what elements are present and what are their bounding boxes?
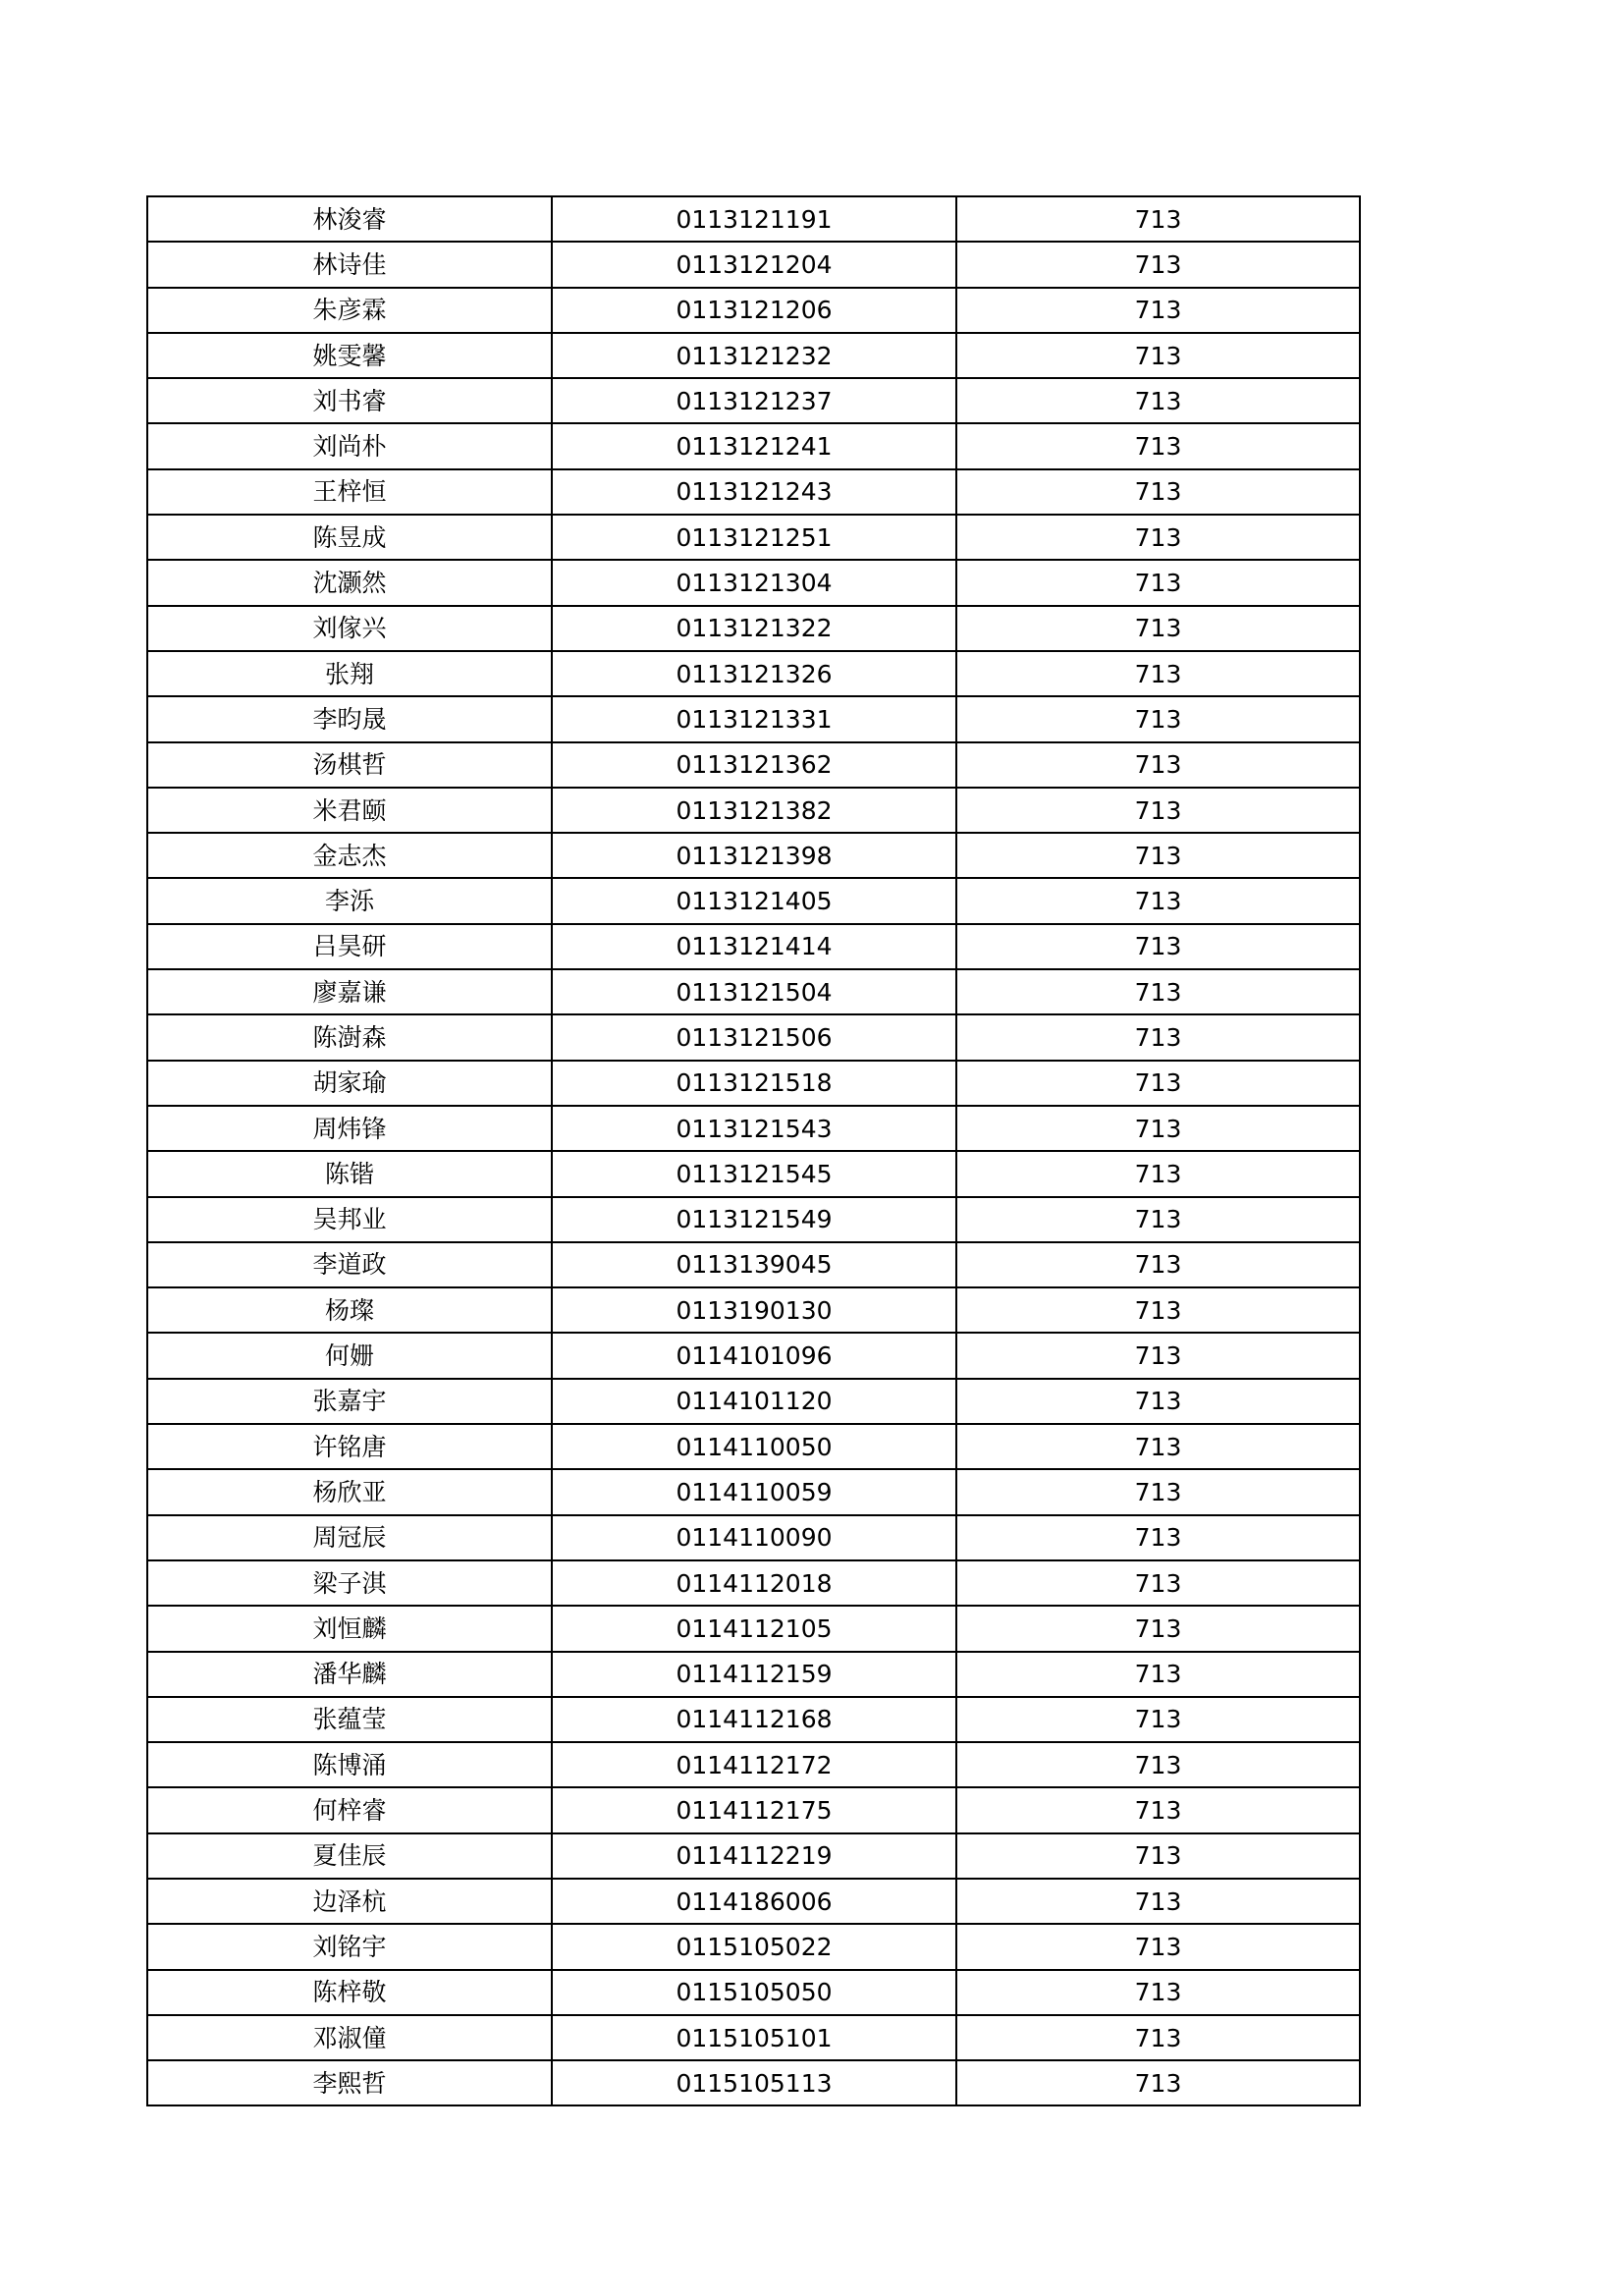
name-cell: 汤棋哲 [147, 742, 552, 788]
id-cell: 0113121543 [552, 1106, 956, 1151]
id-cell: 0113121204 [552, 242, 956, 287]
score-cell: 713 [956, 1242, 1360, 1287]
table-row [147, 924, 1360, 969]
name-cell: 何姗 [147, 1333, 552, 1378]
table-row [147, 878, 1360, 923]
id-cell: 0113121322 [552, 606, 956, 651]
table-row [147, 788, 1360, 833]
score-cell: 713 [956, 1424, 1360, 1469]
id-cell: 0113121206 [552, 288, 956, 333]
score-cell: 713 [956, 833, 1360, 878]
table-row [147, 1879, 1360, 1924]
name-cell: 刘书睿 [147, 378, 552, 423]
table-row [147, 1106, 1360, 1151]
score-cell: 713 [956, 1014, 1360, 1060]
id-cell: 0113121191 [552, 196, 956, 242]
table-row [147, 333, 1360, 378]
score-cell: 713 [956, 1652, 1360, 1697]
id-cell: 0114101096 [552, 1333, 956, 1378]
score-cell: 713 [956, 378, 1360, 423]
name-cell: 姚雯馨 [147, 333, 552, 378]
table-row [147, 1833, 1360, 1879]
id-cell: 0113121549 [552, 1197, 956, 1242]
table-row [147, 469, 1360, 515]
score-cell: 713 [956, 924, 1360, 969]
table-row [147, 1970, 1360, 2015]
score-cell: 713 [956, 1560, 1360, 1606]
table-row [147, 1014, 1360, 1060]
id-cell: 0113121232 [552, 333, 956, 378]
name-cell: 陈锴 [147, 1151, 552, 1196]
score-cell: 713 [956, 469, 1360, 515]
name-cell: 陈澍森 [147, 1014, 552, 1060]
table-row [147, 1151, 1360, 1196]
id-cell: 0113121398 [552, 833, 956, 878]
score-cell: 713 [956, 1697, 1360, 1742]
name-cell: 梁子淇 [147, 1560, 552, 1606]
id-cell: 0113121326 [552, 651, 956, 696]
score-cell: 713 [956, 196, 1360, 242]
table-row [147, 1787, 1360, 1832]
id-cell: 0114101120 [552, 1379, 956, 1424]
id-cell: 0113121251 [552, 515, 956, 560]
name-cell: 米君颐 [147, 788, 552, 833]
name-cell: 胡家瑜 [147, 1061, 552, 1106]
table-row [147, 1652, 1360, 1697]
table-row [147, 606, 1360, 651]
table-row [147, 288, 1360, 333]
score-cell: 713 [956, 1606, 1360, 1651]
name-cell: 李泺 [147, 878, 552, 923]
id-cell: 0114112172 [552, 1742, 956, 1787]
score-cell: 713 [956, 1515, 1360, 1560]
score-cell: 713 [956, 1924, 1360, 1969]
table-row [147, 651, 1360, 696]
id-cell: 0114112168 [552, 1697, 956, 1742]
id-cell: 0113121331 [552, 696, 956, 741]
id-cell: 0115105050 [552, 1970, 956, 2015]
score-cell: 713 [956, 1379, 1360, 1424]
name-cell: 邓淑僮 [147, 2015, 552, 2060]
id-cell: 0114112159 [552, 1652, 956, 1697]
table-row [147, 1242, 1360, 1287]
score-cell: 713 [956, 1970, 1360, 2015]
name-cell: 林浚睿 [147, 196, 552, 242]
name-cell: 王梓恒 [147, 469, 552, 515]
id-cell: 0114112018 [552, 1560, 956, 1606]
name-cell: 周冠辰 [147, 1515, 552, 1560]
score-cell: 713 [956, 969, 1360, 1014]
table-row [147, 1924, 1360, 1969]
id-cell: 0115105113 [552, 2060, 956, 2105]
name-cell: 张蕴莹 [147, 1697, 552, 1742]
table-row [147, 1560, 1360, 1606]
table-row [147, 242, 1360, 287]
table-row [147, 1379, 1360, 1424]
name-cell: 刘傢兴 [147, 606, 552, 651]
name-cell: 李昀晟 [147, 696, 552, 741]
name-cell: 何梓睿 [147, 1787, 552, 1832]
id-cell: 0113121241 [552, 423, 956, 468]
table-row [147, 560, 1360, 605]
name-cell: 刘恒麟 [147, 1606, 552, 1651]
name-cell: 林诗佳 [147, 242, 552, 287]
table-row [147, 1515, 1360, 1560]
id-cell: 0113190130 [552, 1287, 956, 1333]
id-cell: 0113121405 [552, 878, 956, 923]
id-cell: 0113121243 [552, 469, 956, 515]
name-cell: 陈梓敬 [147, 1970, 552, 2015]
score-cell: 713 [956, 878, 1360, 923]
name-cell: 杨欣亚 [147, 1469, 552, 1514]
id-cell: 0113121382 [552, 788, 956, 833]
score-cell: 713 [956, 606, 1360, 651]
score-cell: 713 [956, 560, 1360, 605]
roster-table [146, 195, 1361, 2106]
table-row [147, 742, 1360, 788]
name-cell: 张翔 [147, 651, 552, 696]
table-row [147, 423, 1360, 468]
table-row [147, 1333, 1360, 1378]
score-cell: 713 [956, 696, 1360, 741]
name-cell: 吴邦业 [147, 1197, 552, 1242]
name-cell: 刘尚朴 [147, 423, 552, 468]
table-row [147, 2015, 1360, 2060]
table-row [147, 196, 1360, 242]
table-row [147, 969, 1360, 1014]
table-row [147, 1742, 1360, 1787]
id-cell: 0113121518 [552, 1061, 956, 1106]
score-cell: 713 [956, 1742, 1360, 1787]
name-cell: 李熙哲 [147, 2060, 552, 2105]
score-cell: 713 [956, 1469, 1360, 1514]
score-cell: 713 [956, 1287, 1360, 1333]
score-cell: 713 [956, 242, 1360, 287]
score-cell: 713 [956, 788, 1360, 833]
roster-table-body [147, 196, 1360, 2105]
name-cell: 周炜锋 [147, 1106, 552, 1151]
score-cell: 713 [956, 651, 1360, 696]
name-cell: 陈博涌 [147, 1742, 552, 1787]
name-cell: 李道政 [147, 1242, 552, 1287]
score-cell: 713 [956, 2015, 1360, 2060]
table-row [147, 2060, 1360, 2105]
table-row [147, 1061, 1360, 1106]
name-cell: 潘华麟 [147, 1652, 552, 1697]
score-cell: 713 [956, 1333, 1360, 1378]
id-cell: 0113121506 [552, 1014, 956, 1060]
table-row [147, 1697, 1360, 1742]
table-row [147, 1424, 1360, 1469]
score-cell: 713 [956, 333, 1360, 378]
score-cell: 713 [956, 1151, 1360, 1196]
id-cell: 0114110059 [552, 1469, 956, 1514]
id-cell: 0113139045 [552, 1242, 956, 1287]
name-cell: 许铭唐 [147, 1424, 552, 1469]
id-cell: 0113121237 [552, 378, 956, 423]
id-cell: 0114110050 [552, 1424, 956, 1469]
table-row [147, 833, 1360, 878]
id-cell: 0113121304 [552, 560, 956, 605]
id-cell: 0113121414 [552, 924, 956, 969]
score-cell: 713 [956, 1879, 1360, 1924]
score-cell: 713 [956, 742, 1360, 788]
score-cell: 713 [956, 1061, 1360, 1106]
score-cell: 713 [956, 1197, 1360, 1242]
name-cell: 杨璨 [147, 1287, 552, 1333]
table-row [147, 378, 1360, 423]
id-cell: 0114112219 [552, 1833, 956, 1879]
score-cell: 713 [956, 1833, 1360, 1879]
table-row [147, 1287, 1360, 1333]
id-cell: 0114112105 [552, 1606, 956, 1651]
name-cell: 沈灏然 [147, 560, 552, 605]
name-cell: 朱彦霖 [147, 288, 552, 333]
name-cell: 廖嘉谦 [147, 969, 552, 1014]
name-cell: 金志杰 [147, 833, 552, 878]
name-cell: 陈昱成 [147, 515, 552, 560]
name-cell: 夏佳辰 [147, 1833, 552, 1879]
score-cell: 713 [956, 423, 1360, 468]
name-cell: 张嘉宇 [147, 1379, 552, 1424]
id-cell: 0113121504 [552, 969, 956, 1014]
id-cell: 0115105101 [552, 2015, 956, 2060]
table-row [147, 515, 1360, 560]
id-cell: 0114186006 [552, 1879, 956, 1924]
table-row [147, 696, 1360, 741]
name-cell: 刘铭宇 [147, 1924, 552, 1969]
id-cell: 0114112175 [552, 1787, 956, 1832]
score-cell: 713 [956, 2060, 1360, 2105]
id-cell: 0113121362 [552, 742, 956, 788]
score-cell: 713 [956, 1787, 1360, 1832]
score-cell: 713 [956, 1106, 1360, 1151]
score-cell: 713 [956, 515, 1360, 560]
id-cell: 0113121545 [552, 1151, 956, 1196]
name-cell: 边泽杭 [147, 1879, 552, 1924]
score-cell: 713 [956, 288, 1360, 333]
id-cell: 0114110090 [552, 1515, 956, 1560]
name-cell: 吕昊研 [147, 924, 552, 969]
id-cell: 0115105022 [552, 1924, 956, 1969]
table-row [147, 1469, 1360, 1514]
table-row [147, 1606, 1360, 1651]
table-row [147, 1197, 1360, 1242]
